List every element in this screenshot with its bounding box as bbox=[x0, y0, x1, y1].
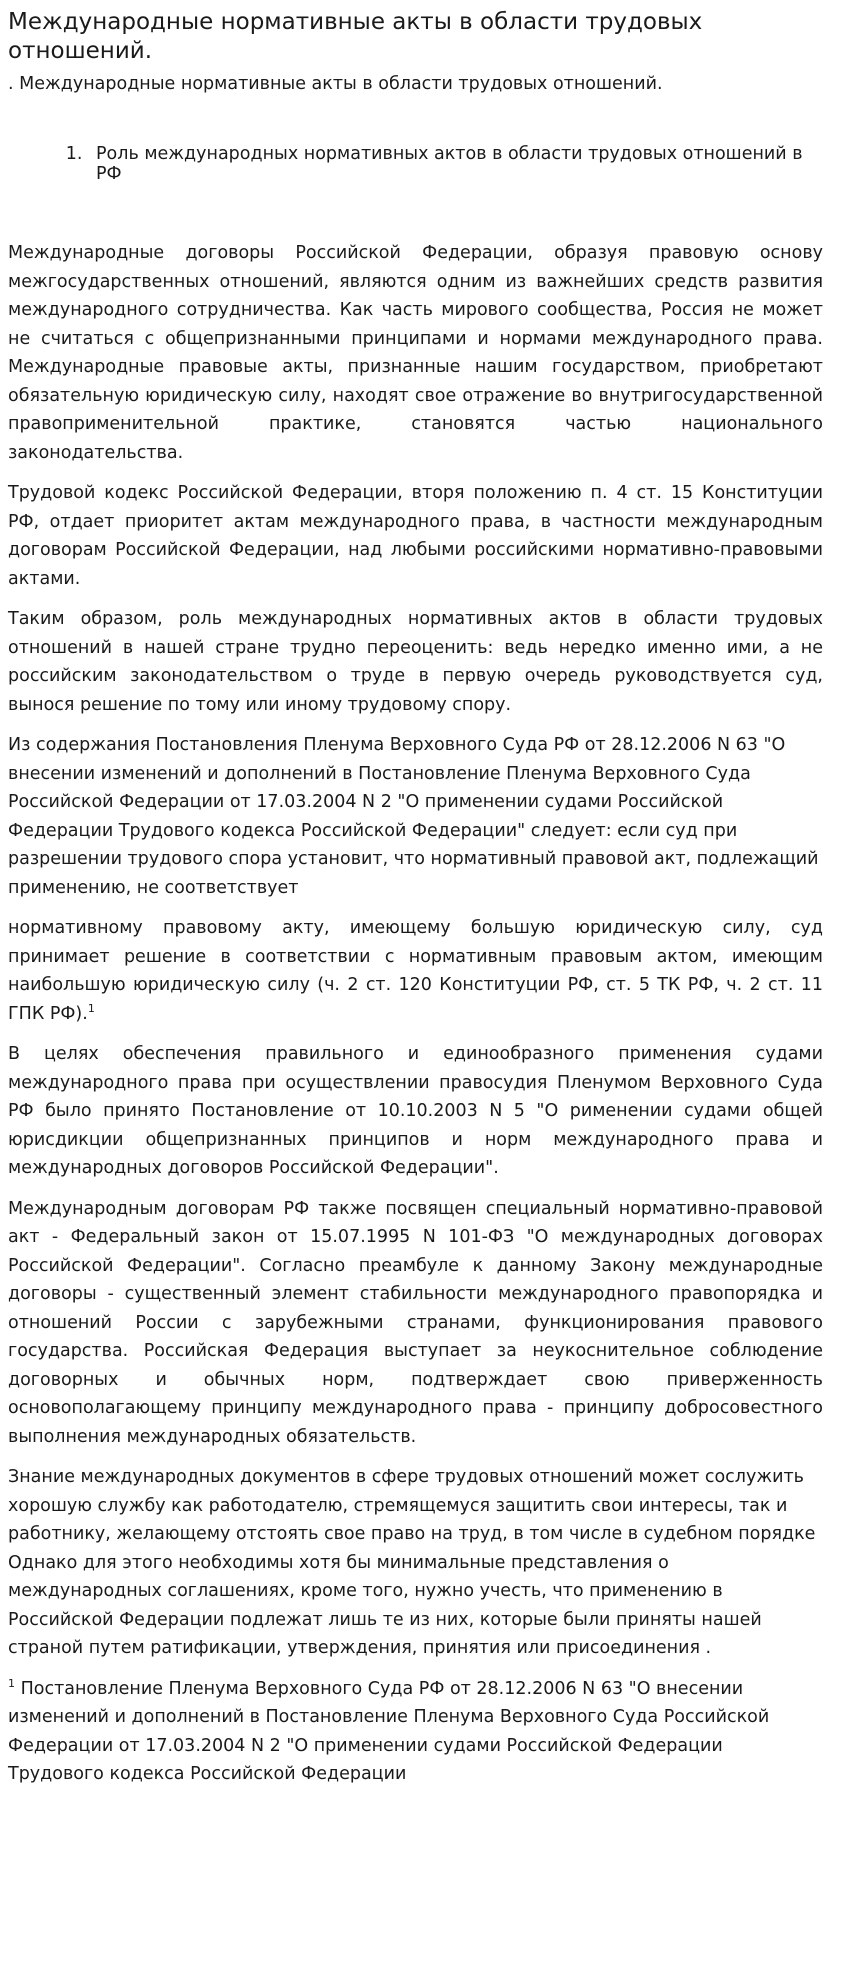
paragraph-with-footnote-ref bbox=[8, 914, 823, 1028]
paragraph: Таким образом, роль международных нормативных актов в области трудовых отношений в нашей стране трудно переоценить: ведь нередко именно ими, а не российским законодательством о труде в первую очередь руководствуется суд, вынося решение по тому или иному трудовому спору. bbox=[8, 609, 823, 715]
paragraph-text: нормативному правовому акту, имеющему большую юридическую силу, суд принимает решение в соответствии с нормативным правовым актом, имеющим наибольшую юридическую силу (ч. 2 ст. 120 Конституции РФ, ст. 5 ТК РФ, ч. 2 ст. 11 ГПК РФ). bbox=[8, 918, 823, 1024]
paragraph: Международным договорам РФ также посвящен специальный нормативно-правовой акт - Федеральный закон от 15.07.1995 N 101-ФЗ "О международных договорах Российской Федерации". Согласно преамбуле к данному Закону международные договоры - существенный элемент стабильности международного правопорядка и отношений России с зарубежными странами, функционирования правового государства. Российская Федерация выступает за неукоснительное соблюдение договорных и обычных норм, подтверждает свою приверженность основополагающему принципу международного права - принципу добросовестного выполнения международных обязательств. bbox=[8, 1198, 823, 1447]
footnote-marker: 1 bbox=[8, 1676, 15, 1690]
paragraph: Трудовой кодекс Российской Федерации, вторя положению п. 4 ст. 15 Конституции РФ, отдает приоритет актам международного права, в частности международным договорам Российской Федерации, над любыми российскими нормативно-правовыми актами. bbox=[8, 483, 823, 589]
footnote bbox=[8, 1675, 823, 1789]
page-subtitle: . Международные нормативные акты в области трудовых отношений. bbox=[8, 74, 663, 94]
article-body bbox=[8, 239, 823, 1789]
page-title: Международные нормативные акты в области трудовых отношений. bbox=[8, 9, 703, 64]
toc-item: 1. Роль международных нормативных актов в области трудовых отношений в РФ bbox=[88, 145, 823, 184]
paragraph: Знание международных документов в сфере трудовых отношений может сослужить хорошую службу как работодателю, стремящемуся защитить свои интересы, так и работнику, желающему отстоять свое право на труд, в том числе в судебном порядке Однако для этого необходимы хотя бы минимальные представления о международных соглашениях, кроме того, нужно учесть, что применению в Российской Федерации подлежат лишь те из них, которые были приняты нашей страной путем ратификации, утверждения, принятия или присоединения . bbox=[8, 1467, 816, 1658]
paragraph: Из содержания Постановления Пленума Верховного Суда РФ от 28.12.2006 N 63 "О внесении изменений и дополнений в Постановление Пленума Верховного Суда Российской Федерации от 17.03.2004 N 2 "О применении судами Российской Федерации Трудового кодекса Российской Федерации" следует: если суд при разрешении трудового спора установит, что нормативный правовой акт, подлежащий применению, не соответствует bbox=[8, 735, 819, 898]
table-of-contents bbox=[8, 145, 823, 184]
paragraph: В целях обеспечения правильного и единообразного применения судами международного права при осуществлении правосудия Пленумом Верховного Суда РФ было принято Постановление от 10.10.2003 N 5 "О рименении судами общей юрисдикции общепризнанных принципов и норм международного права и международных договоров Российской Федерации". bbox=[8, 1044, 823, 1178]
paragraph: Международные договоры Российской Федерации, образуя правовую основу межгосударственных отношений, являются одним из важнейших средств развития международного сотрудничества. Как часть мирового сообщества, Россия не может не считаться с общепризнанными принципами и нормами международного права. Международные правовые акты, признанные нашим государством, приобретают обязательную юридическую силу, находят свое отражение во внутригосударственной правоприменительной практике, становятся частью национального законодательства. bbox=[8, 243, 823, 463]
footnote-text: Постановление Пленума Верховного Суда РФ от 28.12.2006 N 63 "О внесении изменений и дополнений в Постановление Пленума Верховного Суда Российской Федерации от 17.03.2004 N 2 "О применении судами Российской Федерации Трудового кодекса Российской Федерации bbox=[8, 1678, 770, 1784]
footnote-reference[interactable]: 1 bbox=[87, 1001, 95, 1015]
